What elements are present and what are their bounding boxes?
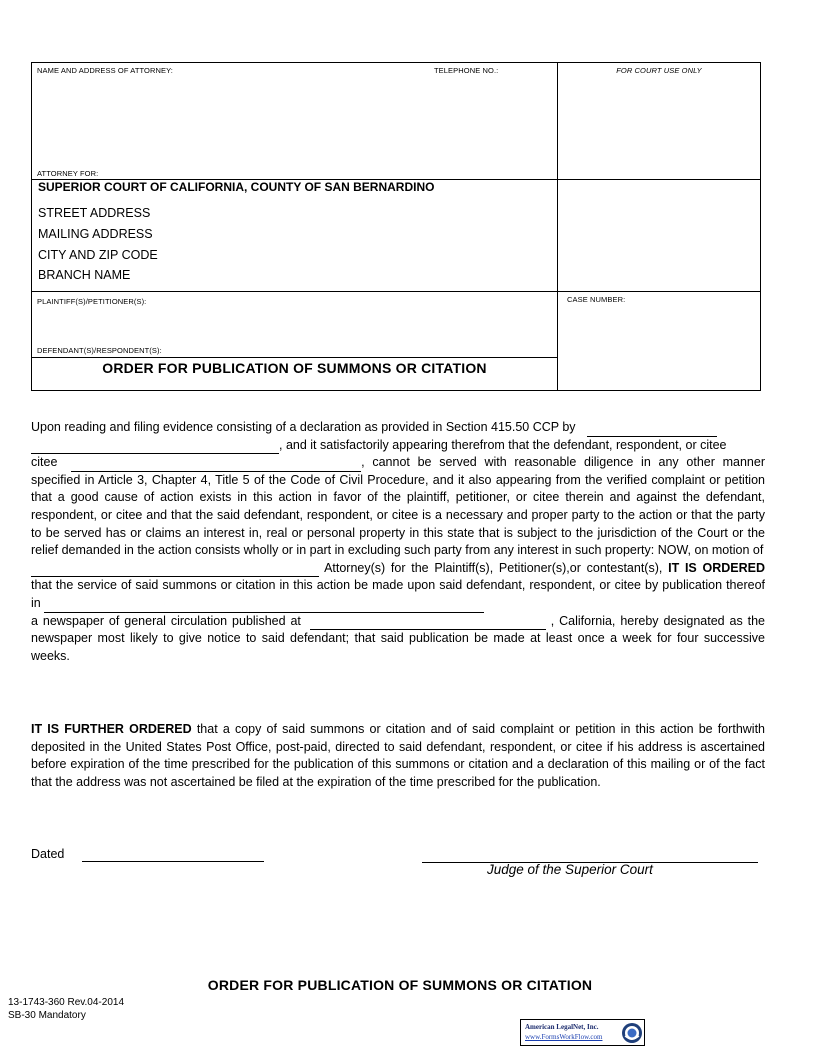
- citee-blank[interactable]: [71, 458, 361, 472]
- declarant-blank-2[interactable]: [31, 440, 279, 454]
- court-use-label: FOR COURT USE ONLY: [616, 66, 702, 75]
- attorney-for-label: ATTORNEY FOR:: [37, 169, 99, 178]
- footer-title: ORDER FOR PUBLICATION OF SUMMONS OR CITATION: [207, 977, 593, 993]
- attorney-blank[interactable]: [31, 563, 319, 577]
- defendant-label: DEFENDANT(S)/RESPONDENT(S):: [37, 346, 162, 355]
- further-order-paragraph: [31, 721, 765, 791]
- city-blank[interactable]: [310, 616, 546, 630]
- telephone-label: TELEPHONE NO.:: [434, 66, 499, 75]
- form-title: ORDER FOR PUBLICATION OF SUMMONS OR CITATION: [102, 360, 487, 376]
- legalnet-badge[interactable]: [520, 1019, 645, 1046]
- declarant-blank[interactable]: [587, 423, 717, 437]
- branch-name-label: BRANCH NAME: [38, 268, 131, 282]
- p1-text-b: , and it satisfactorily appearing therefrom that the defendant, respondent, or citee: [279, 437, 727, 452]
- plaintiff-label: PLAINTIFF(S)/PETITIONER(S):: [37, 297, 147, 306]
- it-is-ordered: IT IS ORDERED: [668, 560, 766, 575]
- p1-text-d: Attorney(s) for the Plaintiff(s), Petitioner(s),or contestant(s),: [324, 560, 663, 575]
- street-address-label: STREET ADDRESS: [38, 206, 151, 220]
- mandatory-label: SB-30 Mandatory: [8, 1010, 86, 1021]
- badge-url[interactable]: www.FormsWorkFlow.com: [525, 1033, 603, 1041]
- case-number-label: CASE NUMBER:: [567, 295, 626, 304]
- globe-icon: [621, 1022, 643, 1044]
- p1-text-c: , cannot be served with reasonable diligence in any other manner specified in Article 3, Chapter 4, Title 5 of the Code of Civil Procedure, and it also appearing from the verified complaint or petition that a good cause of action exists in this action in favor of the plaintiff, petitioner, or citee therein and against the defendant, respondent, or citee and that the said defendant, respondent, or citee is a necessary and proper party to the action or that the party to be served has or claims an interest in, real or personal property in this state that is subject to the jurisdiction of the Court or the relief demanded in the action consists wholly or in part in excluding such party from any interest in such property: NOW, on motion of: [31, 455, 765, 558]
- p2-text: that a copy of said summons or citation and of said complaint or petition in this action be forthwith deposited in the United States Post Office, post-paid, directed to said defendant, respondent, or citee if his address is ascertained before expiration of the time prescribed for the publication of this summons or citation and a declaration of this mailing or of the fact that the address was not ascertained be filed at the expiration of the time prescribed for the publication.: [31, 722, 765, 789]
- date-line[interactable]: [82, 861, 264, 862]
- judge-label: Judge of the Superior Court: [487, 862, 653, 877]
- court-use-area: [558, 76, 759, 178]
- plaintiff-field[interactable]: [32, 308, 556, 344]
- city-zip-label: CITY AND ZIP CODE: [38, 248, 158, 262]
- form-number: 13-1743-360 Rev.04-2014: [8, 997, 125, 1008]
- p1-text-f: a newspaper of general circulation published at: [31, 613, 301, 628]
- p1-text-a: Upon reading and filing evidence consisting of a declaration as provided in Section 415.50 CCP by: [31, 420, 576, 434]
- p1-text-e: that the service of said summons or citation in this action be made upon said defendant, respondent, or citee by publication thereof in: [31, 578, 765, 610]
- newspaper-blank[interactable]: [44, 599, 484, 613]
- case-number-field[interactable]: [558, 306, 759, 389]
- p1-text-g: , California, hereby designated as the newspaper most likely to give notice to said defendant; that said publication be made at least once a week for four successive weeks.: [31, 613, 766, 663]
- order-paragraph: Upon reading and filing evidence consisting of a declaration as provided in Section 415.50 CCP by , and it satisfactorily appearing therefrom that the defendant, respondent, or citee citee , cannot be served with reasonable diligence in any other manner specified in Article 3, Chapter 4, Title 5 of the Code of Civil Procedure, and it also appearing from the verified complaint or petition that a good cause of action exists in this action in favor of the plaintiff, petitioner, or citee therein and against the defendant, respondent, or citee and that the said defendant, respondent, or citee is a necessary and proper party to the action or that the party to be served has or claims an interest in, real or personal property in this state that is subject to the jurisdiction of the Court or the relief demanded in the action consists wholly or in part in excluding such party from any interest in such property: NOW, on motion of Attorney(s) for the Plaintiff(s), Petitioner(s),or contestant(s), IT IS ORDERED that the service of said summons or citation in this action be made upon said defendant, respondent, or citee by publication thereof in a newspaper of general circulation published at , California, hereby designated as the newspaper most likely to give notice to said defendant; that said publication be made at least once a week for four successive weeks.: [31, 420, 766, 663]
- dated-label: Dated: [31, 847, 65, 861]
- it-is-further-ordered: IT IS FURTHER ORDERED: [31, 722, 192, 736]
- mailing-address-label: MAILING ADDRESS: [38, 227, 153, 241]
- attorney-name-field[interactable]: [32, 76, 556, 168]
- badge-name: American LegalNet, Inc.: [525, 1023, 599, 1031]
- attorney-name-label: NAME AND ADDRESS OF ATTORNEY:: [37, 66, 173, 75]
- court-name: SUPERIOR COURT OF CALIFORNIA, COUNTY OF SAN BERNARDINO: [38, 180, 435, 194]
